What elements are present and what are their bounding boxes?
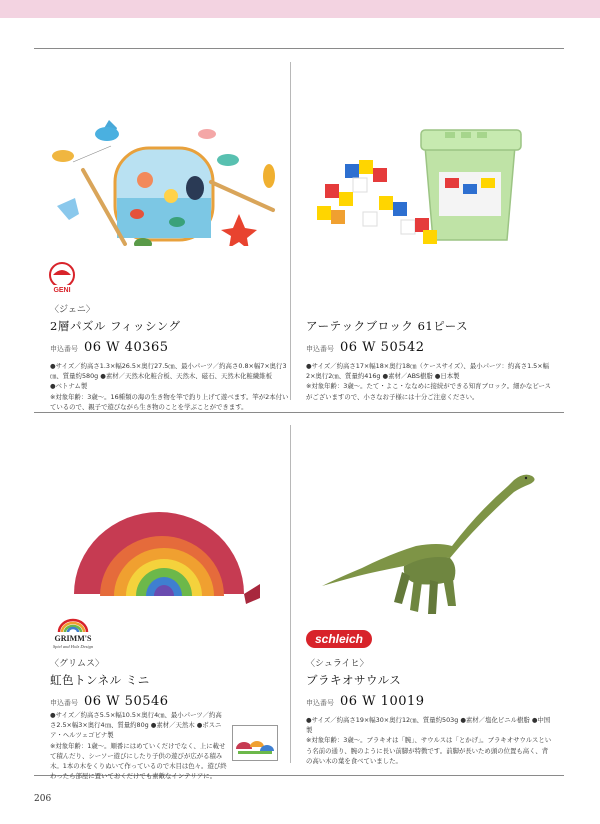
description-line: ※対象年齢：1歳～。順番にはめていくだけでなく、上に載せて積んだり、シーソー遊びにしたり子供の遊びが広がる積み木。1本の木をくりぬいて作っているので木目は色々。遊び終わったら部屋に置いておくだけでも素敵なインテリアに。 [50, 741, 227, 781]
product-brand: 〈シュライヒ〉 [306, 659, 369, 669]
artec-block-image [305, 112, 535, 252]
top-divider [34, 48, 564, 49]
page-number: 206 [34, 794, 52, 804]
description-line: ●サイズ／約高さ19×幅30×奥行12㎝、質量約503g ●素材／塩化ビニル樹脂 ●中国製 [306, 716, 551, 735]
product-name: 2層パズル フィッシング [50, 319, 181, 333]
order-number: 06 W 50546 [84, 694, 169, 709]
description-line: ※対象年齢：3歳～。16種類の海の生き物を竿で釣り上げて遊べます。竿が2本付いているので、親子で遊びながら生き物のことを学ぶことができます。 [50, 392, 289, 411]
product-name: 虹色トンネル ミニ [50, 673, 150, 687]
product-description [306, 361, 552, 402]
order-label: 申込番号 [306, 699, 334, 707]
description-line: ※対象年齢：3歳～。ブラキオは「腕」、サウルスは「とかげ」。ブラキオサウルスという名前の通り、腕のように長い前脚が特徴です。前脚が長いため頭の位置も高く、背の高い木の葉を食べていました。 [306, 736, 552, 765]
product-card-brachiosaurus [306, 656, 552, 766]
description-line: ●サイズ／約高さ5.5×幅10.5×奥行4㎝、最小パーツ／約高さ2.5×幅3×奥行4㎝、質量約80g ●素材／天然木 ●ボスニア・ヘルツェゴビナ製 [50, 711, 222, 740]
product-card-blocks [306, 318, 552, 402]
schleich-logo: schleich [306, 630, 372, 648]
order-number: 06 W 10019 [340, 694, 425, 709]
fishing-puzzle-image [45, 118, 285, 246]
product-description [306, 715, 552, 766]
product-description [50, 710, 228, 781]
product-description [50, 361, 290, 412]
order-line [306, 340, 552, 355]
description-line: ●ベトナム製 [50, 382, 88, 391]
order-line [306, 694, 552, 709]
order-label: 申込番号 [306, 345, 334, 353]
grimms-logo [45, 614, 101, 650]
product-brand: 〈グリムス〉 [50, 659, 105, 669]
geni-logo-text: GENI [53, 287, 71, 294]
product-name: アーテックブロック 61ピース [306, 319, 469, 333]
order-label: 申込番号 [50, 345, 78, 353]
column-divider-bottom [290, 425, 291, 763]
product-card-rainbow [50, 656, 290, 715]
order-line [50, 340, 290, 355]
brachiosaurus-image [318, 462, 550, 618]
order-number: 06 W 50542 [340, 340, 425, 355]
top-color-band [0, 0, 600, 18]
grimms-logo-subtext: Spiel and Holz Design [52, 644, 94, 649]
rainbow-tunnel-image [64, 474, 264, 604]
product-brand: 〈ジェニ〉 [50, 305, 95, 315]
rainbow-inset-image [232, 725, 278, 761]
column-divider-top [290, 62, 291, 400]
description-line: ●サイズ／約高さ1.3×幅26.5×奥行27.5㎝、最小パーツ／約高さ0.8×幅7×奥行3㎝、質量約580g ●素材／天然木化粧合板、天然木、磁石、天然木化粧繊維板 [50, 362, 287, 381]
order-number: 06 W 40365 [84, 340, 169, 355]
description-line: ●サイズ／約高さ17×幅18×奥行18㎝（ケースサイズ）、最小パーツ：約高さ1.5×幅2×奥行2㎝、質量約416g ●素材／ABS樹脂 ●日本製 [306, 362, 549, 381]
order-line [50, 694, 290, 709]
grimms-logo-text: GRIMM'S [54, 634, 92, 643]
order-label: 申込番号 [50, 699, 78, 707]
geni-logo [45, 260, 79, 294]
description-line: ※対象年齢：3歳～。たて・よこ・ななめに接続ができる知育ブロック。細かなピースがございますので、小さなお子様には十分ご注意ください。 [306, 382, 551, 401]
middle-divider [34, 412, 564, 413]
product-card-fishing [50, 302, 290, 412]
product-name: ブラキオサウルス [306, 673, 402, 687]
